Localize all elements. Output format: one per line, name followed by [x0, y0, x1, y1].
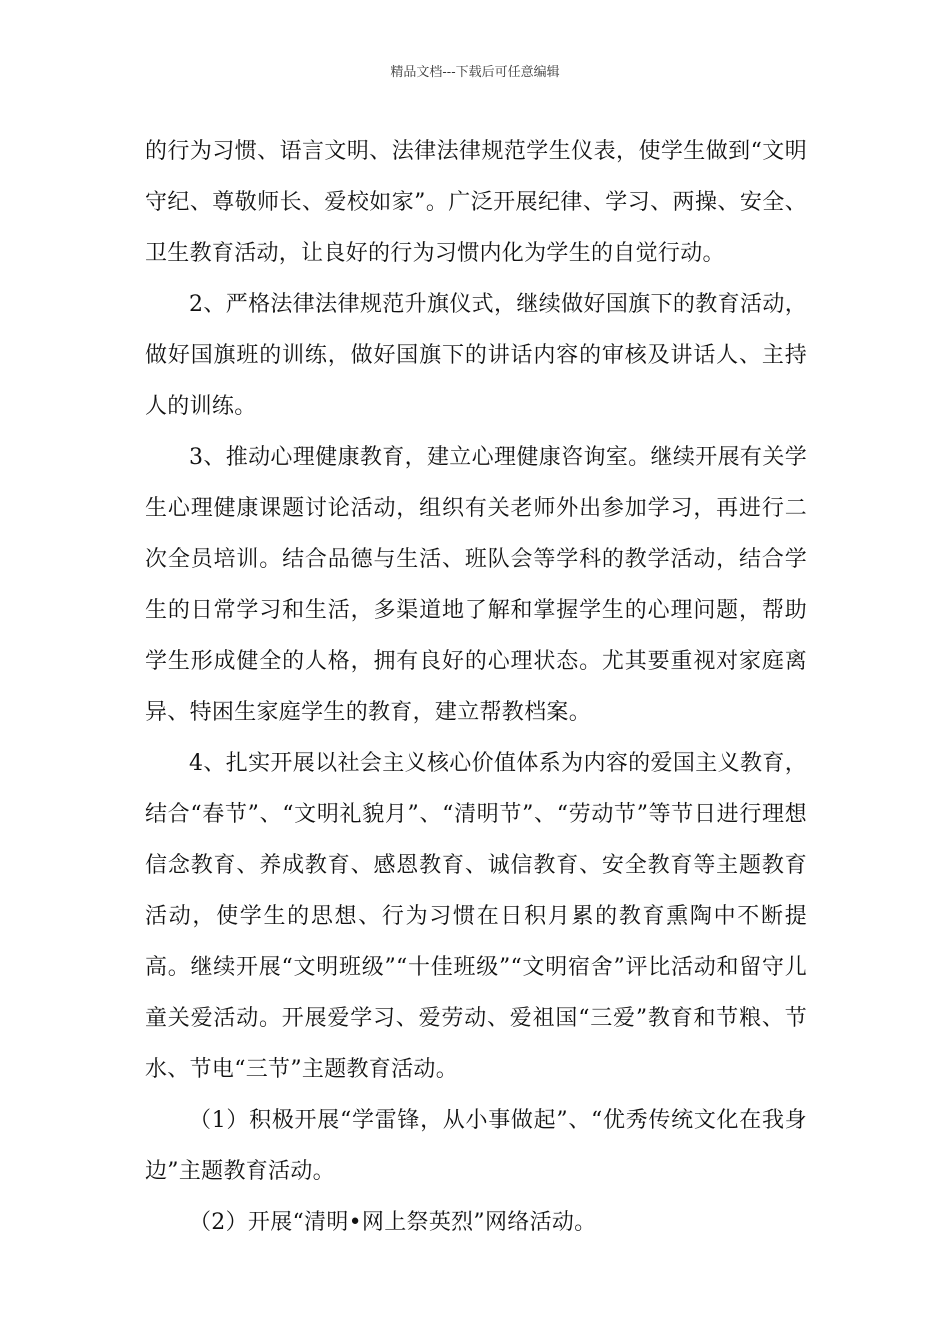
page-header: 精品文档---下载后可任意编辑 [390, 65, 560, 80]
paragraph-item-3: 3、推动心理健康教育，建立心理健康咨询室。继续开展有关学生心理健康课题讨论活动，组织有关老师外出参加学习，再进行二次全员培训。结合品德与生活、班队会等学科的教学活动，结合学生的日常学习和生活，多渠道地了解和掌握学生的心理问题，帮助学生形成健全的人格，拥有良好的心理状态。尤其要重视对家庭离异、特困生家庭学生的教育，建立帮教档案。 [145, 445, 807, 725]
paragraph-subitem-2: （2）开展“清明•网上祭英烈”网络活动。 [189, 1210, 597, 1235]
paragraph-continuation: 的行为习惯、语言文明、法律法律规范学生仪表，使学生做到“文明守纪、尊敬师长、爱校如家”。广泛开展纪律、学习、两操、安全、卫生教育活动，让良好的行为习惯内化为学生的自觉行动。 [145, 139, 807, 266]
paragraph-subitem-1: （1）积极开展“学雷锋，从小事做起”、“优秀传统文化在我身边”主题教育活动。 [145, 1108, 807, 1184]
paragraph-item-2: 2、严格法律法律规范升旗仪式，继续做好国旗下的教育活动，做好国旗班的训练，做好国旗下的讲话内容的审核及讲话人、主持人的训练。 [145, 292, 807, 419]
paragraph-item-4: 4、扎实开展以社会主义核心价值体系为内容的爱国主义教育，结合“春节”、“文明礼貌月”、“清明节”、“劳动节”等节日进行理想信念教育、养成教育、感恩教育、诚信教育、安全教育等主题教育活动，使学生的思想、行为习惯在日积月累的教育熏陶中不断提高。继续开展“文明班级”“十佳班级”“文明宿舍”评比活动和留守儿童关爱活动。开展爱学习、爱劳动、爱祖国“三爱”教育和节粮、节水、节电“三节”主题教育活动。 [145, 751, 807, 1082]
document-body [145, 126, 807, 1248]
